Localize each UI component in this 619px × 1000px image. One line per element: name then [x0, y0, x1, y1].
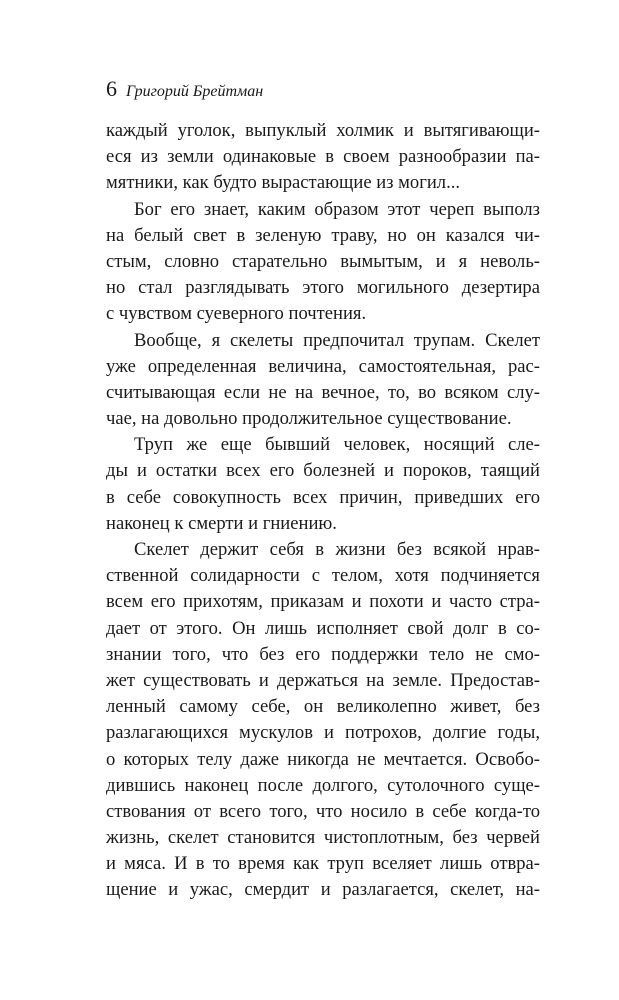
- text-line: стым, словно старательно вымытым, и я неволь-: [106, 250, 540, 272]
- text-line: о которых телу даже никогда не мечтается. Освобо-: [106, 748, 540, 770]
- text-line: Скелет держит себя в жизни без всякой нрав-: [134, 539, 540, 560]
- page-header: [106, 76, 263, 104]
- text-line: и мяса. И в то время как труп вселяет лишь отвра-: [106, 853, 540, 875]
- page-number: 6: [106, 76, 117, 101]
- text-line: ленный самому себе, он великолепно живет, без: [106, 696, 540, 718]
- paragraph: [106, 432, 540, 537]
- text-line: каждый уголок, выпуклый холмик и вытягивающи-: [106, 120, 540, 141]
- text-line: знании того, что без его поддержки тело не смо-: [106, 643, 540, 665]
- text-line: жизнь, скелет становится чистоплотным, без червей: [106, 827, 540, 849]
- paragraph: [106, 328, 540, 433]
- text-line: мятники, как будто вырастающие из могил...: [106, 172, 461, 194]
- text-line: еся из земли одинаковые в своем разнообразии па-: [106, 146, 540, 168]
- text-line: наконец к смерти и гниению.: [106, 512, 337, 534]
- text-line: всем его прихотям, приказам и похоти и часто стра-: [106, 591, 540, 613]
- text-line: уже определенная величина, самостоятельная, рас-: [106, 355, 540, 377]
- text-line: дает от этого. Он лишь исполняет свой долг в со-: [106, 617, 540, 639]
- text-line: ственной солидарности с телом, хотя подчиняется: [106, 565, 540, 587]
- paragraph: [106, 118, 540, 197]
- text-line: на белый свет в зеленую траву, но он казался чи-: [106, 224, 540, 246]
- text-line: жет существовать и держаться на земле. Предостав-: [106, 669, 540, 691]
- running-head-author: Григорий Брейтман: [126, 83, 264, 100]
- text-line: Бог его знает, каким образом этот череп выполз: [134, 198, 540, 220]
- text-line: с чувством суеверного почтения.: [106, 303, 367, 325]
- text-line: Вообще, я скелеты предпочитал трупам. Скелет: [134, 329, 540, 351]
- text-line: дившись наконец после долгого, сутолочного суще-: [106, 774, 540, 796]
- text-line: чае, на довольно продолжительное существование.: [106, 408, 512, 430]
- text-line: ствования от всего того, что носило в себе когда-то: [106, 800, 540, 822]
- text-line: но стал разглядывать этого могильного дезертира: [106, 277, 540, 299]
- text-line: в себе совокупность всех причин, приведших его: [106, 486, 540, 508]
- text-line: разлагающихся мускулов и потрохов, долгие годы,: [106, 722, 540, 744]
- paragraph: [106, 197, 540, 328]
- text-line: щение и ужас, смердит и разлагается, скелет, на-: [106, 879, 540, 901]
- text-line: считывающая если не на вечное, то, во всяком слу-: [106, 381, 540, 403]
- text-line: ды и остатки всех его болезней и пороков, таящий: [106, 460, 540, 482]
- body-text: [106, 118, 540, 904]
- paragraph: [106, 537, 540, 904]
- text-line: Труп же еще бывший человек, носящий сле-: [134, 434, 540, 456]
